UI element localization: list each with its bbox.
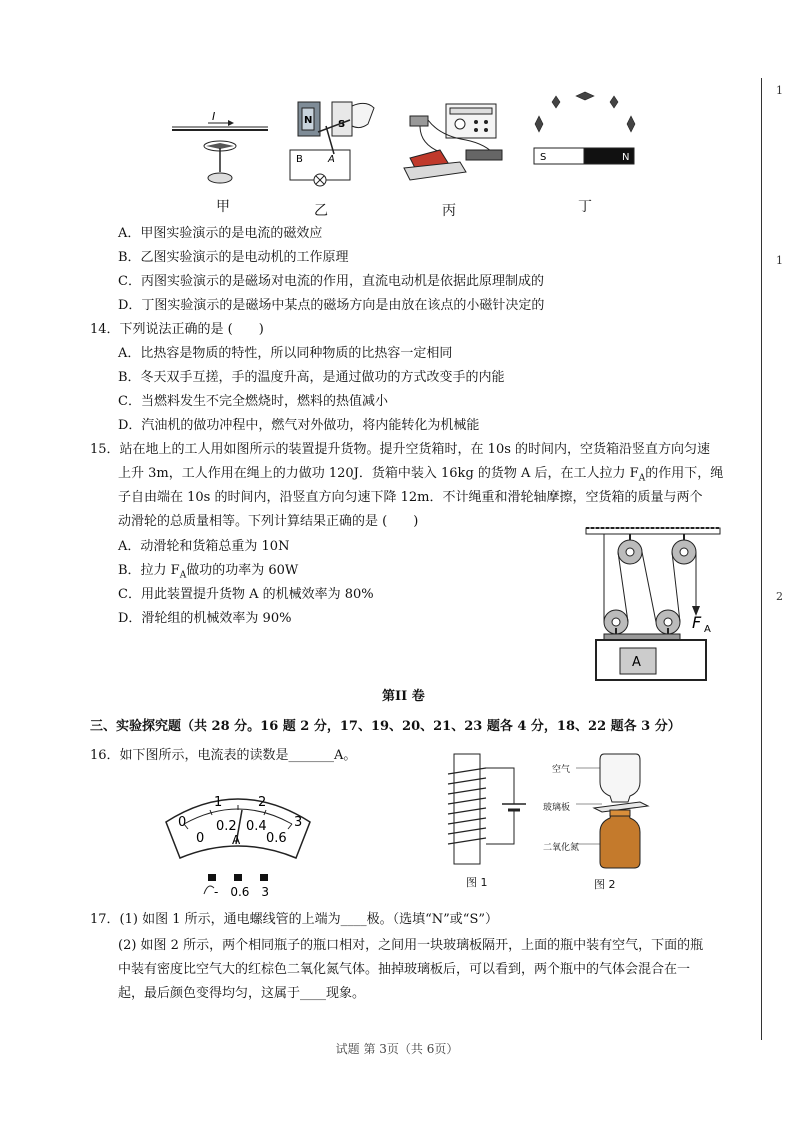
q15-stem-line1: 15．站在地上的工人用如图所示的装置提升货物。提升空货箱时，在 10s 的时间内，空货箱沿竖直方向匀速 [90, 442, 711, 457]
current-label: I [212, 110, 216, 123]
q15-stem-line4: 动滑轮的总质量相等。下列计算结果正确的是 ( ) [118, 514, 419, 529]
ammeter-top-tick: 1 [214, 795, 223, 810]
margin-mark: 2 [776, 590, 783, 603]
section3-title: 三、实验探究题（共 28 分。16 题 2 分，17、19、20、21、23 题各 4 分，18、22 题各 3 分） [90, 719, 681, 734]
figure-ding [528, 90, 640, 178]
ammeter-bottom-tick: 0.6 [266, 831, 287, 846]
ammeter-terminals: - 0.6 3 [214, 885, 270, 899]
ammeter-top-tick: 2 [258, 795, 267, 810]
margin-mark: 1 [776, 254, 783, 267]
q13-option-b: B．乙图实验演示的是电动机的工作原理 [118, 250, 349, 265]
q14-stem: 14．下列说法正确的是 ( ) [90, 322, 264, 337]
q17-line1: 17．(1) 如图 1 所示，通电螺线管的上端为____极。（选填“N”或“S”） [90, 912, 498, 927]
figure-bing [400, 100, 510, 186]
q17-line3: 中装有密度比空气大的红棕色二氧化氮气体。抽掉玻璃板后，可以看到，两个瓶中的气体会混合在一 [118, 962, 691, 977]
solenoid-figure [440, 752, 530, 870]
part2-title: 第II 卷 [382, 689, 425, 704]
svg-text:S: S [338, 119, 346, 130]
q13-option-d: D．丁图实验演示的是磁场中某点的磁场方向是由放在该点的小磁针决定的 [118, 298, 545, 313]
ammeter-unit: A [232, 833, 241, 847]
binding-line [761, 78, 762, 1040]
svg-text:A: A [632, 655, 641, 670]
page-footer: 试题 第 3页（共 6页） [335, 1042, 459, 1056]
q15-option-c: C．用此装置提升货物 A 的机械效率为 80% [118, 587, 374, 602]
ammeter-figure [158, 782, 318, 902]
ammeter-top-tick: 0 [178, 815, 187, 830]
figure-label-yi: 乙 [314, 203, 328, 219]
svg-text:A: A [704, 624, 711, 635]
figure-label-jia: 甲 [216, 199, 230, 215]
fig2-glass-label: 玻璃板 [543, 803, 571, 813]
figure-label-ding: 丁 [578, 199, 592, 215]
q14-option-c: C．当燃料发生不完全燃烧时，燃料的热值减小 [118, 394, 388, 409]
svg-text:A: A [328, 154, 335, 165]
q14-option-b: B．冬天双手互搓，手的温度升高，是通过做功的方式改变手的内能 [118, 370, 505, 385]
pulley-figure [580, 524, 730, 684]
q15-option-a: A．动滑轮和货箱总重为 10N [118, 539, 290, 554]
svg-text:N: N [304, 115, 313, 126]
ammeter-bottom-tick: 0.2 [216, 819, 237, 834]
margin-mark: 1 [776, 84, 783, 97]
svg-text:S: S [540, 152, 547, 163]
svg-text:N: N [622, 152, 630, 163]
q17-line2: (2) 如图 2 所示，两个相同瓶子的瓶口相对，之间用一块玻璃板隔开，上面的瓶中装有空气，下面的瓶 [118, 938, 704, 953]
figure-label-bing: 丙 [442, 203, 456, 219]
q15-stem-line2: 上升 3m，工人作用在绳上的力做功 120J．货箱中装入 16kg 的货物 A 后，在工人拉力 $F_A$的作用下，绳 [118, 466, 724, 484]
fig2-no2-label: 二氧化氮 [543, 843, 580, 853]
q17-line4: 起，最后颜色变得均匀，这属于____现象。 [118, 986, 366, 1001]
q14-option-a: A．比热容是物质的特性，所以同种物质的比热容一定相同 [118, 346, 453, 361]
fig2-label: 图 2 [594, 878, 616, 891]
figure-jia [168, 98, 272, 190]
ammeter-bottom-tick: 0 [196, 831, 205, 846]
bottles-figure [576, 752, 656, 872]
ammeter-bottom-tick: 0.4 [246, 819, 267, 834]
force-label: F [692, 613, 702, 632]
q13-option-c: C．丙图实验演示的是磁场对电流的作用，直流电动机是依据此原理制成的 [118, 274, 544, 289]
q15-option-d: D．滑轮组的机械效率为 90% [118, 611, 292, 626]
figure-yi [288, 96, 382, 188]
q16-stem: 16．如下图所示，电流表的读数是_______A。 [90, 748, 357, 763]
fig1-label: 图 1 [466, 876, 488, 889]
ammeter-top-tick: 3 [294, 815, 303, 830]
fig2-air-label: 空气 [552, 765, 571, 775]
q15-option-b: B．拉力 $F_A$做功的功率为 60W [118, 563, 299, 581]
q15-stem-line3: 子自由端在 10s 的时间内，沿竖直方向匀速下降 12m．不计绳重和滑轮轴摩擦，空货箱的质量与两个 [118, 490, 703, 505]
q14-option-d: D．汽油机的做功冲程中，燃气对外做功，将内能转化为机械能 [118, 418, 480, 433]
q13-option-a: A．甲图实验演示的是电流的磁效应 [118, 226, 323, 241]
svg-text:B: B [296, 154, 303, 165]
